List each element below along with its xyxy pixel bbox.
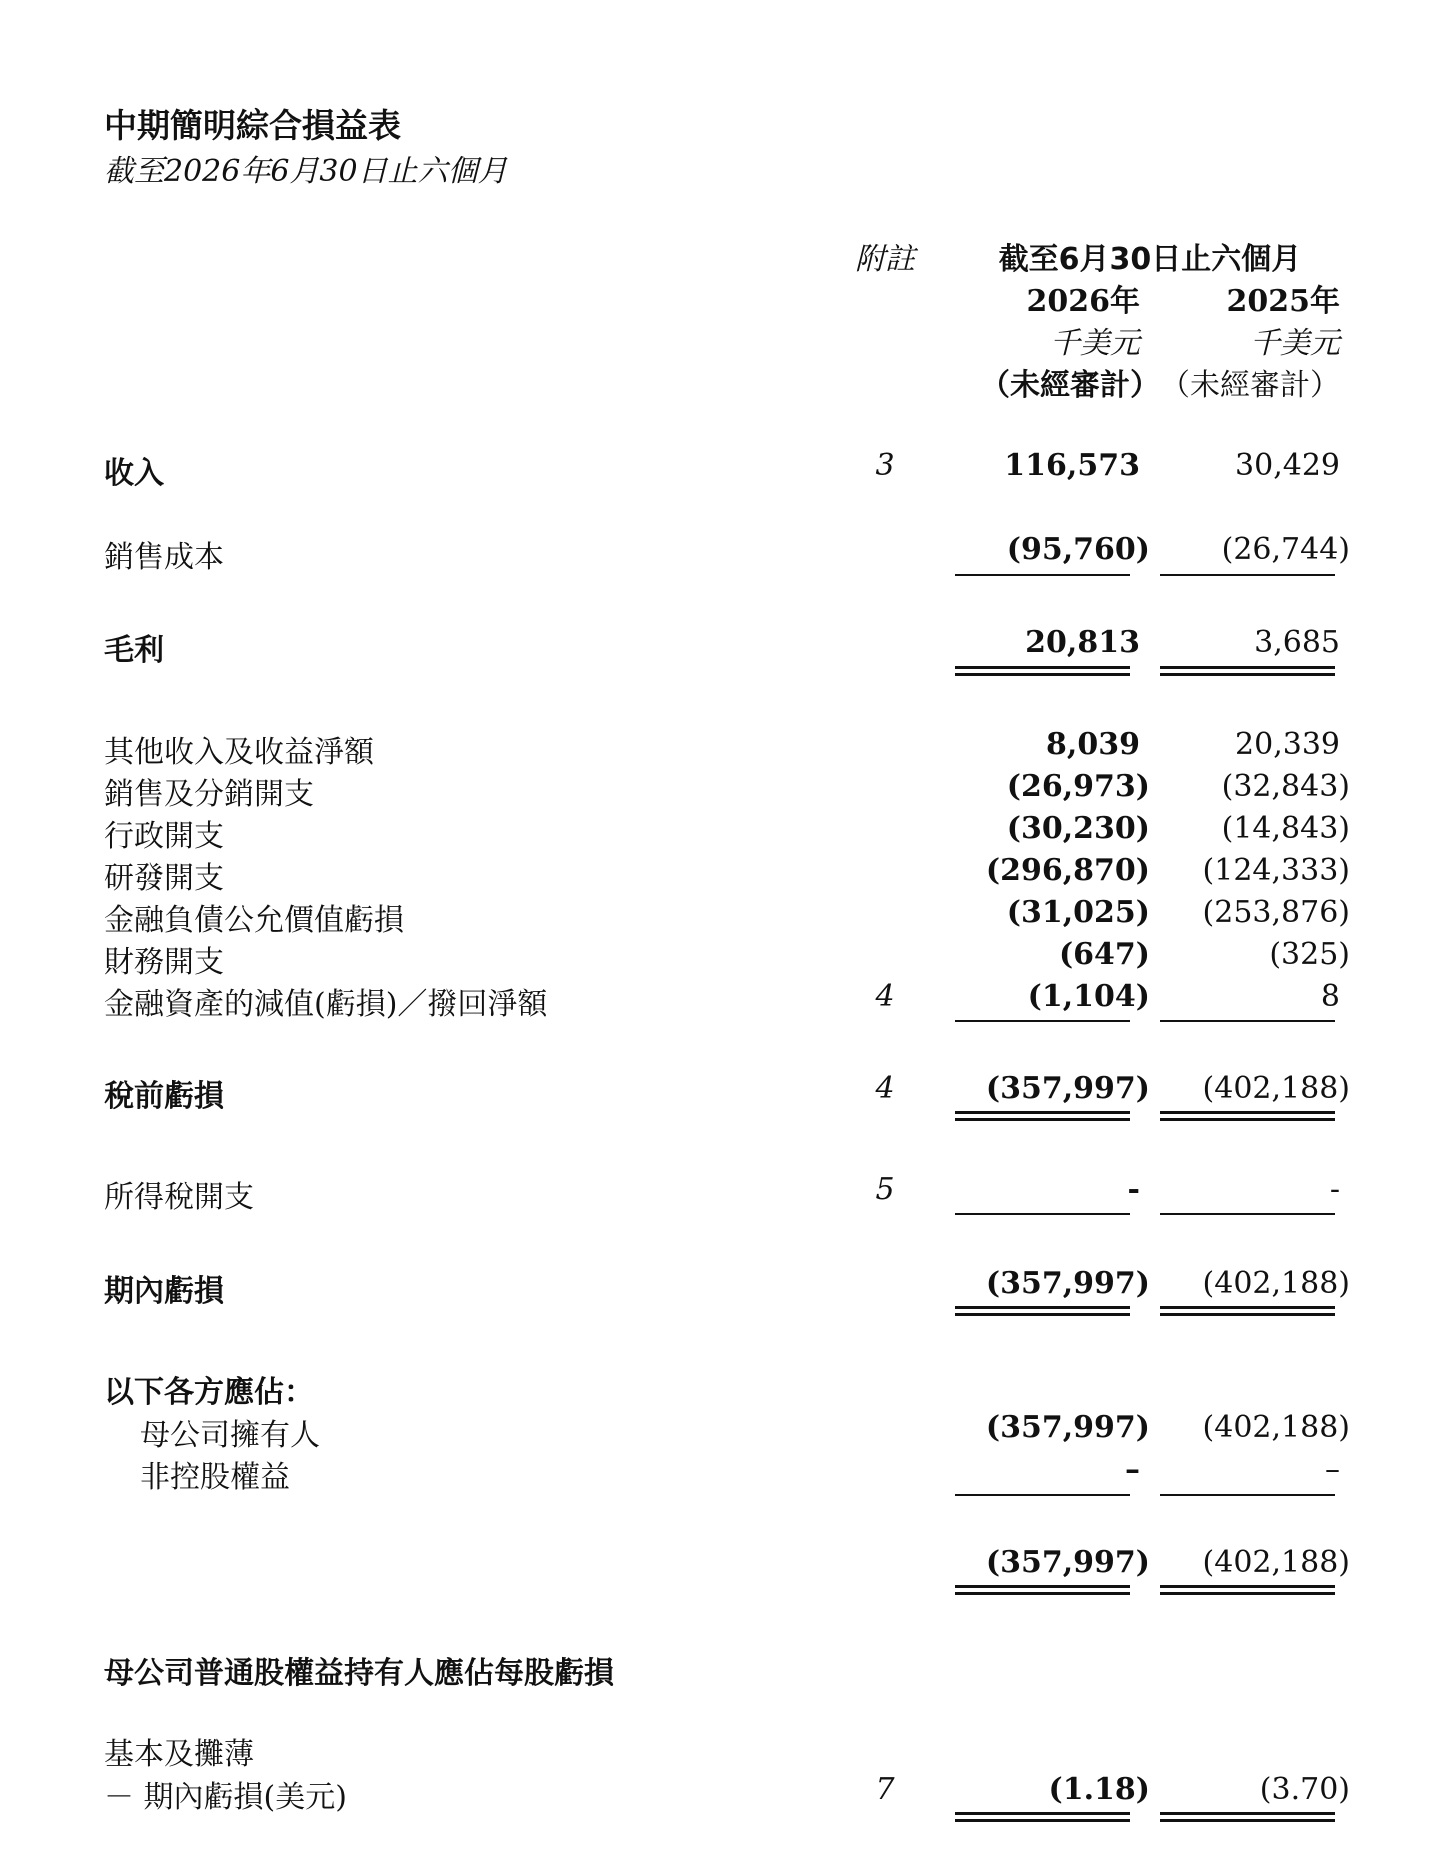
row-prior-fair-value-loss: (253,876)	[1202, 895, 1350, 930]
double-underline-prior-total-attributable	[1160, 1585, 1335, 1595]
row-current-selling-expenses: (26,973)	[1006, 769, 1150, 804]
row-prior-rd-expenses: (124,333)	[1202, 853, 1350, 888]
statement-title: 中期簡明綜合損益表	[104, 106, 401, 145]
row-label-selling-expenses: 銷售及分銷開支	[104, 777, 314, 812]
row-prior-income-tax: -	[1329, 1172, 1340, 1207]
row-prior-loss-for-period: (402,188)	[1202, 1266, 1350, 1301]
row-label-eps-loss-for-period: － 期內虧損(美元)	[104, 1780, 347, 1815]
header-audit-current: （未經審計）	[980, 368, 1160, 403]
row-prior-total-attributable: (402,188)	[1202, 1545, 1350, 1580]
header-unit-current: 千美元	[1050, 326, 1140, 361]
underline-current-impairment	[955, 1020, 1130, 1022]
row-label-fair-value-loss: 金融負債公允價值虧損	[104, 903, 404, 938]
row-label-eps-heading: 母公司普通股權益持有人應佔每股虧損	[104, 1656, 614, 1691]
row-current-loss-before-tax: (357,997)	[985, 1071, 1150, 1106]
row-current-finance-costs: (647)	[1058, 937, 1150, 972]
row-label-attributable-to: 以下各方應佔：	[104, 1375, 314, 1410]
row-label-owners-of-parent: 母公司擁有人	[140, 1418, 320, 1453]
row-label-basic-diluted: 基本及攤薄	[104, 1737, 254, 1772]
row-label-impairment: 金融資產的減值(虧損)／撥回淨額	[104, 987, 548, 1022]
row-note-loss-before-tax: 4	[875, 1071, 895, 1106]
row-prior-cost-of-sales: (26,744)	[1221, 532, 1350, 567]
row-prior-finance-costs: (325)	[1269, 937, 1350, 972]
row-prior-admin-expenses: (14,843)	[1221, 811, 1350, 846]
double-underline-prior-loss-before-tax	[1160, 1111, 1335, 1121]
row-note-revenue: 3	[875, 448, 895, 483]
row-note-impairment: 4	[875, 979, 895, 1014]
row-label-cost-of-sales: 銷售成本	[104, 540, 224, 575]
underline-current-cost-of-sales	[955, 574, 1130, 576]
row-current-gross-profit: 20,813	[1025, 625, 1140, 660]
underline-prior-cost-of-sales	[1160, 574, 1335, 576]
row-current-owners-of-parent: (357,997)	[985, 1410, 1150, 1445]
row-prior-other-income: 20,339	[1235, 727, 1340, 762]
row-note-income-tax: 5	[875, 1172, 895, 1207]
underline-prior-non-controlling	[1160, 1494, 1335, 1496]
statement-subtitle: 截至2026年6月30日止六個月	[104, 154, 508, 189]
underline-prior-impairment	[1160, 1020, 1335, 1022]
double-underline-prior-gross-profit	[1160, 666, 1335, 676]
underline-prior-income-tax	[1160, 1213, 1335, 1215]
row-current-other-income: 8,039	[1046, 727, 1140, 762]
double-underline-current-loss-for-period	[955, 1306, 1130, 1316]
header-audit-prior: （未經審計）	[1160, 368, 1340, 403]
double-underline-prior-eps	[1160, 1812, 1335, 1822]
double-underline-current-total-attributable	[955, 1585, 1130, 1595]
row-label-other-income: 其他收入及收益淨額	[104, 735, 374, 770]
row-current-cost-of-sales: (95,760)	[1006, 532, 1150, 567]
row-note-eps-loss-for-period: 7	[875, 1772, 895, 1807]
double-underline-prior-loss-for-period	[1160, 1306, 1335, 1316]
row-current-revenue: 116,573	[1004, 448, 1140, 483]
row-label-rd-expenses: 研發開支	[104, 861, 224, 896]
row-current-loss-for-period: (357,997)	[985, 1266, 1150, 1301]
row-current-rd-expenses: (296,870)	[985, 853, 1150, 888]
header-year-current: 2026年	[1026, 284, 1140, 319]
double-underline-current-eps	[955, 1812, 1130, 1822]
underline-current-income-tax	[955, 1213, 1130, 1215]
row-label-gross-profit: 毛利	[104, 633, 164, 668]
row-current-income-tax: -	[1127, 1172, 1140, 1207]
row-label-loss-for-period: 期內虧損	[104, 1274, 224, 1309]
row-prior-non-controlling: –	[1325, 1452, 1340, 1487]
row-current-eps: (1.18)	[1048, 1772, 1150, 1807]
row-label-revenue: 收入	[104, 456, 164, 491]
row-current-impairment: (1,104)	[1027, 979, 1150, 1014]
row-prior-selling-expenses: (32,843)	[1221, 769, 1350, 804]
row-label-loss-before-tax: 稅前虧損	[104, 1079, 224, 1114]
row-current-fair-value-loss: (31,025)	[1006, 895, 1150, 930]
row-label-income-tax: 所得稅開支	[104, 1180, 254, 1215]
double-underline-current-loss-before-tax	[955, 1111, 1130, 1121]
header-period-label: 截至6月30日止六個月	[998, 242, 1302, 277]
row-prior-impairment: 8	[1320, 979, 1340, 1014]
header-note-label: 附註	[855, 242, 915, 277]
row-prior-owners-of-parent: (402,188)	[1202, 1410, 1350, 1445]
row-prior-revenue: 30,429	[1235, 448, 1340, 483]
row-current-total-attributable: (357,997)	[985, 1545, 1150, 1580]
header-year-prior: 2025年	[1226, 284, 1340, 319]
row-prior-gross-profit: 3,685	[1254, 625, 1340, 660]
row-current-non-controlling: –	[1125, 1452, 1140, 1487]
row-label-finance-costs: 財務開支	[104, 945, 224, 980]
row-label-non-controlling: 非控股權益	[140, 1460, 290, 1495]
underline-current-non-controlling	[955, 1494, 1130, 1496]
row-prior-loss-before-tax: (402,188)	[1202, 1071, 1350, 1106]
double-underline-current-gross-profit	[955, 666, 1130, 676]
row-prior-eps: (3.70)	[1259, 1772, 1350, 1807]
row-label-admin-expenses: 行政開支	[104, 819, 224, 854]
header-unit-prior: 千美元	[1250, 326, 1340, 361]
row-current-admin-expenses: (30,230)	[1006, 811, 1150, 846]
